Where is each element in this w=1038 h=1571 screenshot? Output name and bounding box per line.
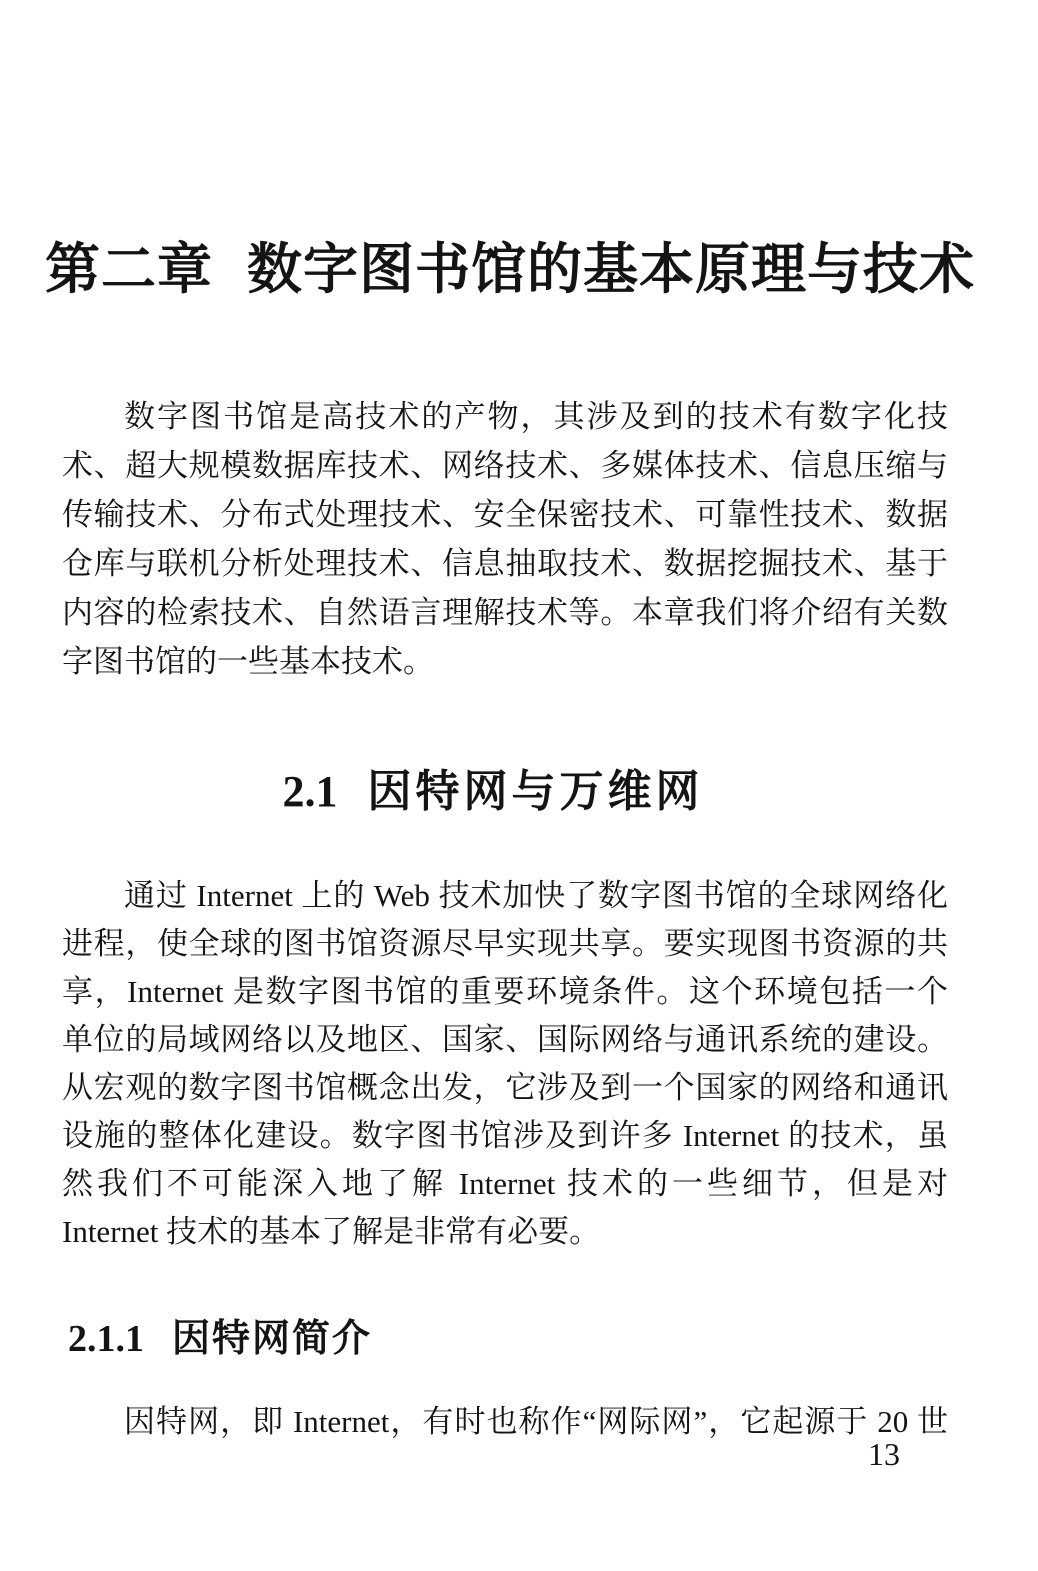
paragraph-line: 数字图书馆是高技术的产物，其涉及到的技术有数字化技 bbox=[124, 399, 948, 434]
section-title-text: 因特网与万维网 bbox=[367, 767, 704, 816]
paragraph-line: 通过 Internet 上的 Web 技术加快了数字图书馆的全球网络化 bbox=[124, 878, 948, 913]
paragraph-line: 设施的整体化建设。数字图书馆涉及到许多 Internet 的技术，虽 bbox=[62, 1118, 948, 1153]
subsection-title-text: 因特网简介 bbox=[172, 1318, 373, 1360]
paragraph-internet-intro bbox=[62, 1398, 948, 1446]
paragraph-line: 因特网，即 Internet，有时也称作“网际网”，它起源于 20 世 bbox=[124, 1404, 948, 1439]
paragraph-internet-web bbox=[62, 872, 948, 1256]
paragraph-line: 字图书馆的一些基本技术。 bbox=[62, 644, 434, 679]
subsection-heading-2-1-1 bbox=[68, 1320, 372, 1358]
paragraph-line: 仓库与联机分析处理技术、信息抽取技术、数据挖掘技术、基于 bbox=[62, 546, 948, 581]
paragraph-overview bbox=[62, 392, 948, 686]
paragraph-line: Internet 技术的基本了解是非常有必要。 bbox=[62, 1214, 601, 1249]
paragraph-line: 单位的局域网络以及地区、国家、国际网络与通讯系统的建设。 bbox=[62, 1022, 948, 1057]
paragraph-line: 术、超大规模数据库技术、网络技术、多媒体技术、信息压缩与 bbox=[62, 448, 948, 483]
page-number: 13 bbox=[868, 1436, 900, 1472]
section-number: 2.1 bbox=[282, 767, 338, 816]
paragraph-line: 享，Internet 是数字图书馆的重要环境条件。这个环境包括一个 bbox=[62, 974, 948, 1009]
paragraph-line: 传输技术、分布式处理技术、安全保密技术、可靠性技术、数据 bbox=[62, 497, 948, 532]
section-heading-2-1 bbox=[0, 767, 986, 816]
chapter-number-label: 第二章 bbox=[45, 239, 214, 300]
subsection-number: 2.1.1 bbox=[68, 1318, 144, 1360]
paragraph-line: 内容的检索技术、自然语言理解技术等。本章我们将介绍有关数 bbox=[62, 595, 948, 630]
paragraph-line: 进程，使全球的图书馆资源尽早实现共享。要实现图书资源的共 bbox=[62, 926, 948, 961]
paragraph-line: 从宏观的数字图书馆概念出发，它涉及到一个国家的网络和通讯 bbox=[62, 1070, 948, 1105]
paragraph-line: 然我们不可能深入地了解 Internet 技术的一些细节，但是对 bbox=[62, 1166, 948, 1201]
chapter-title-text: 数字图书馆的基本原理与技术 bbox=[247, 239, 976, 300]
chapter-heading bbox=[45, 240, 975, 301]
